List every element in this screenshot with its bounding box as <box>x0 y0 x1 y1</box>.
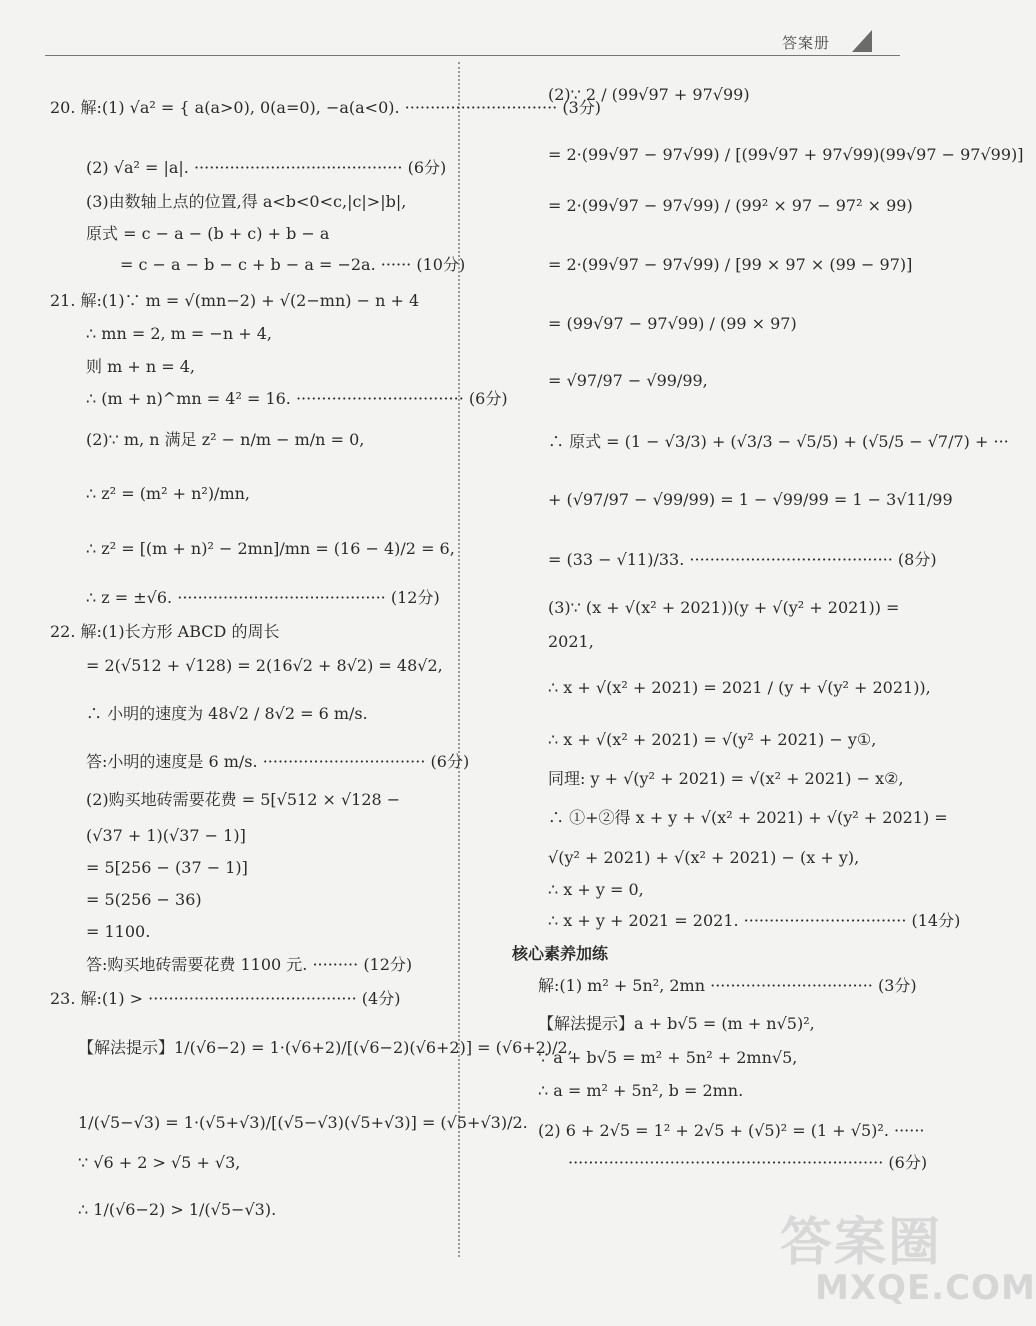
r-step4: = (99√97 − 97√99) / (99 × 97) <box>548 314 797 333</box>
q20-part2: (2) √a² = |a|. ········································· (6分) <box>86 158 447 177</box>
header-label: 答案册 <box>782 34 831 52</box>
q22-step2: ∴ 小明的速度为 48√2 / 8√2 = 6 m/s. <box>86 704 368 723</box>
q21-step1: ∴ mn = 2, m = −n + 4, <box>86 324 272 343</box>
q23-hint3: ∵ √6 + 2 > √5 + √3, <box>78 1153 241 1172</box>
q21-step2: 则 m + n = 4, <box>86 357 195 376</box>
r-core-part2-score: ······························································ (6分) <box>568 1153 928 1172</box>
r-step6: ∴ 原式 = (1 − √3/3) + (√3/3 − √5/5) + (√5/5 − √7/7) + ··· <box>548 432 1009 451</box>
r-step12: 同理: y + √(y² + 2021) = √(x² + 2021) − x②, <box>548 769 904 788</box>
q21-step3: ∴ (m + n)^mn = 4² = 16. ································· (6分) <box>86 389 508 408</box>
q20-step2: = c − a − b − c + b − a = −2a. ······ (10分) <box>120 255 466 274</box>
q22-step3: (√37 + 1)(√37 − 1)] <box>86 826 246 845</box>
q22-answer2: 答:购买地砖需要花费 1100 元. ········· (12分) <box>86 955 413 974</box>
watermark-url: MXQE.COM <box>815 1268 1036 1308</box>
r-step13: ∴ ①+②得 x + y + √(x² + 2021) + √(y² + 2021) = <box>548 808 948 827</box>
column-divider <box>458 62 460 1257</box>
q21-step5: ∴ z² = [(m + n)² − 2mn]/mn = (16 − 4)/2 = 6, <box>86 539 455 558</box>
q21-step6: ∴ z = ±√6. ········································· (12分) <box>86 588 440 607</box>
r-core-part2: (2) 6 + 2√5 = 1² + 2√5 + (√5)² = (1 + √5)². ······ <box>538 1121 925 1140</box>
q23-hint2: 1/(√5−√3) = 1·(√5+√3)/[(√5−√3)(√5+√3)] = (√5+√3)/2. <box>78 1113 528 1132</box>
r-step14: √(y² + 2021) + √(x² + 2021) − (x + y), <box>548 848 860 867</box>
q20-step1: 原式 = c − a − (b + c) + b − a <box>86 224 330 243</box>
r-core-part1: 解:(1) m² + 5n², 2mn ································ (3分) <box>538 976 917 995</box>
r-step1: = 2·(99√97 − 97√99) / [(99√97 + 97√99)(99√97 − 97√99)] <box>548 145 1024 164</box>
r-step5: = √97/97 − √99/99, <box>548 371 708 390</box>
q21-step4: ∴ z² = (m² + n²)/mn, <box>86 484 251 503</box>
r-step3: = 2·(99√97 − 97√99) / [99 × 97 × (99 − 97)] <box>548 255 913 274</box>
r-core-hint2: ∵ a + b√5 = m² + 5n² + 2mn√5, <box>538 1048 798 1067</box>
q21-part2: (2)∵ m, n 满足 z² − n/m − m/n = 0, <box>86 430 365 449</box>
q20-part3: (3)由数轴上点的位置,得 a<b<0<c,|c|>|b|, <box>86 192 407 211</box>
q22-part1: 22. 解:(1)长方形 ABCD 的周长 <box>50 622 280 641</box>
q22-step1: = 2(√512 + √128) = 2(16√2 + 8√2) = 48√2, <box>86 656 443 675</box>
q23-part1: 23. 解:(1) > ········································· (4分) <box>50 989 401 1008</box>
q20-part1: 20. 解:(1) √a² = { a(a>0), 0(a=0), −a(a<0). ······························ (3分) <box>50 98 601 117</box>
r-step8: = (33 − √11)/33. ········································ (8分) <box>548 550 937 569</box>
r-step11: ∴ x + √(x² + 2021) = √(y² + 2021) − y①, <box>548 730 877 749</box>
r-step9: 2021, <box>548 632 594 651</box>
r-q-part3: (3)∵ (x + √(x² + 2021))(y + √(y² + 2021)) = <box>548 598 900 617</box>
watermark-logo: 答案圈 <box>780 1213 943 1273</box>
r-q-part2: (2)∵ 2 / (99√97 + 97√99) <box>548 85 750 104</box>
q22-step5: = 5(256 − 36) <box>86 890 202 909</box>
q22-step4: = 5[256 − (37 − 1)] <box>86 858 248 877</box>
section-heading-core-practice: 核心素养加练 <box>512 944 609 963</box>
header-rule <box>45 55 900 56</box>
q23-hint4: ∴ 1/(√6−2) > 1/(√5−√3). <box>78 1200 277 1219</box>
r-core-hint1: 【解法提示】a + b√5 = (m + n√5)², <box>538 1014 815 1033</box>
r-core-hint3: ∴ a = m² + 5n², b = 2mn. <box>538 1081 744 1100</box>
r-step16: ∴ x + y + 2021 = 2021. ································ (14分) <box>548 911 961 930</box>
q23-hint1: 【解法提示】1/(√6−2) = 1·(√6+2)/[(√6−2)(√6+2)] = (√6+2)/2, <box>78 1038 573 1057</box>
r-step7: + (√97/97 − √99/99) = 1 − √99/99 = 1 − 3√11/99 <box>548 490 953 509</box>
q22-part2: (2)购买地砖需要花费 = 5[√512 × √128 − <box>86 790 401 809</box>
q22-step6: = 1100. <box>86 922 151 941</box>
r-step2: = 2·(99√97 − 97√99) / (99² × 97 − 97² × 99) <box>548 196 913 215</box>
header-triangle-icon <box>852 30 872 52</box>
q21-part1: 21. 解:(1)∵ m = √(mn−2) + √(2−mn) − n + 4 <box>50 291 420 310</box>
r-step15: ∴ x + y = 0, <box>548 880 644 899</box>
q22-answer1: 答:小明的速度是 6 m/s. ································ (6分) <box>86 752 470 771</box>
r-step10: ∴ x + √(x² + 2021) = 2021 / (y + √(y² + 2021)), <box>548 678 931 697</box>
